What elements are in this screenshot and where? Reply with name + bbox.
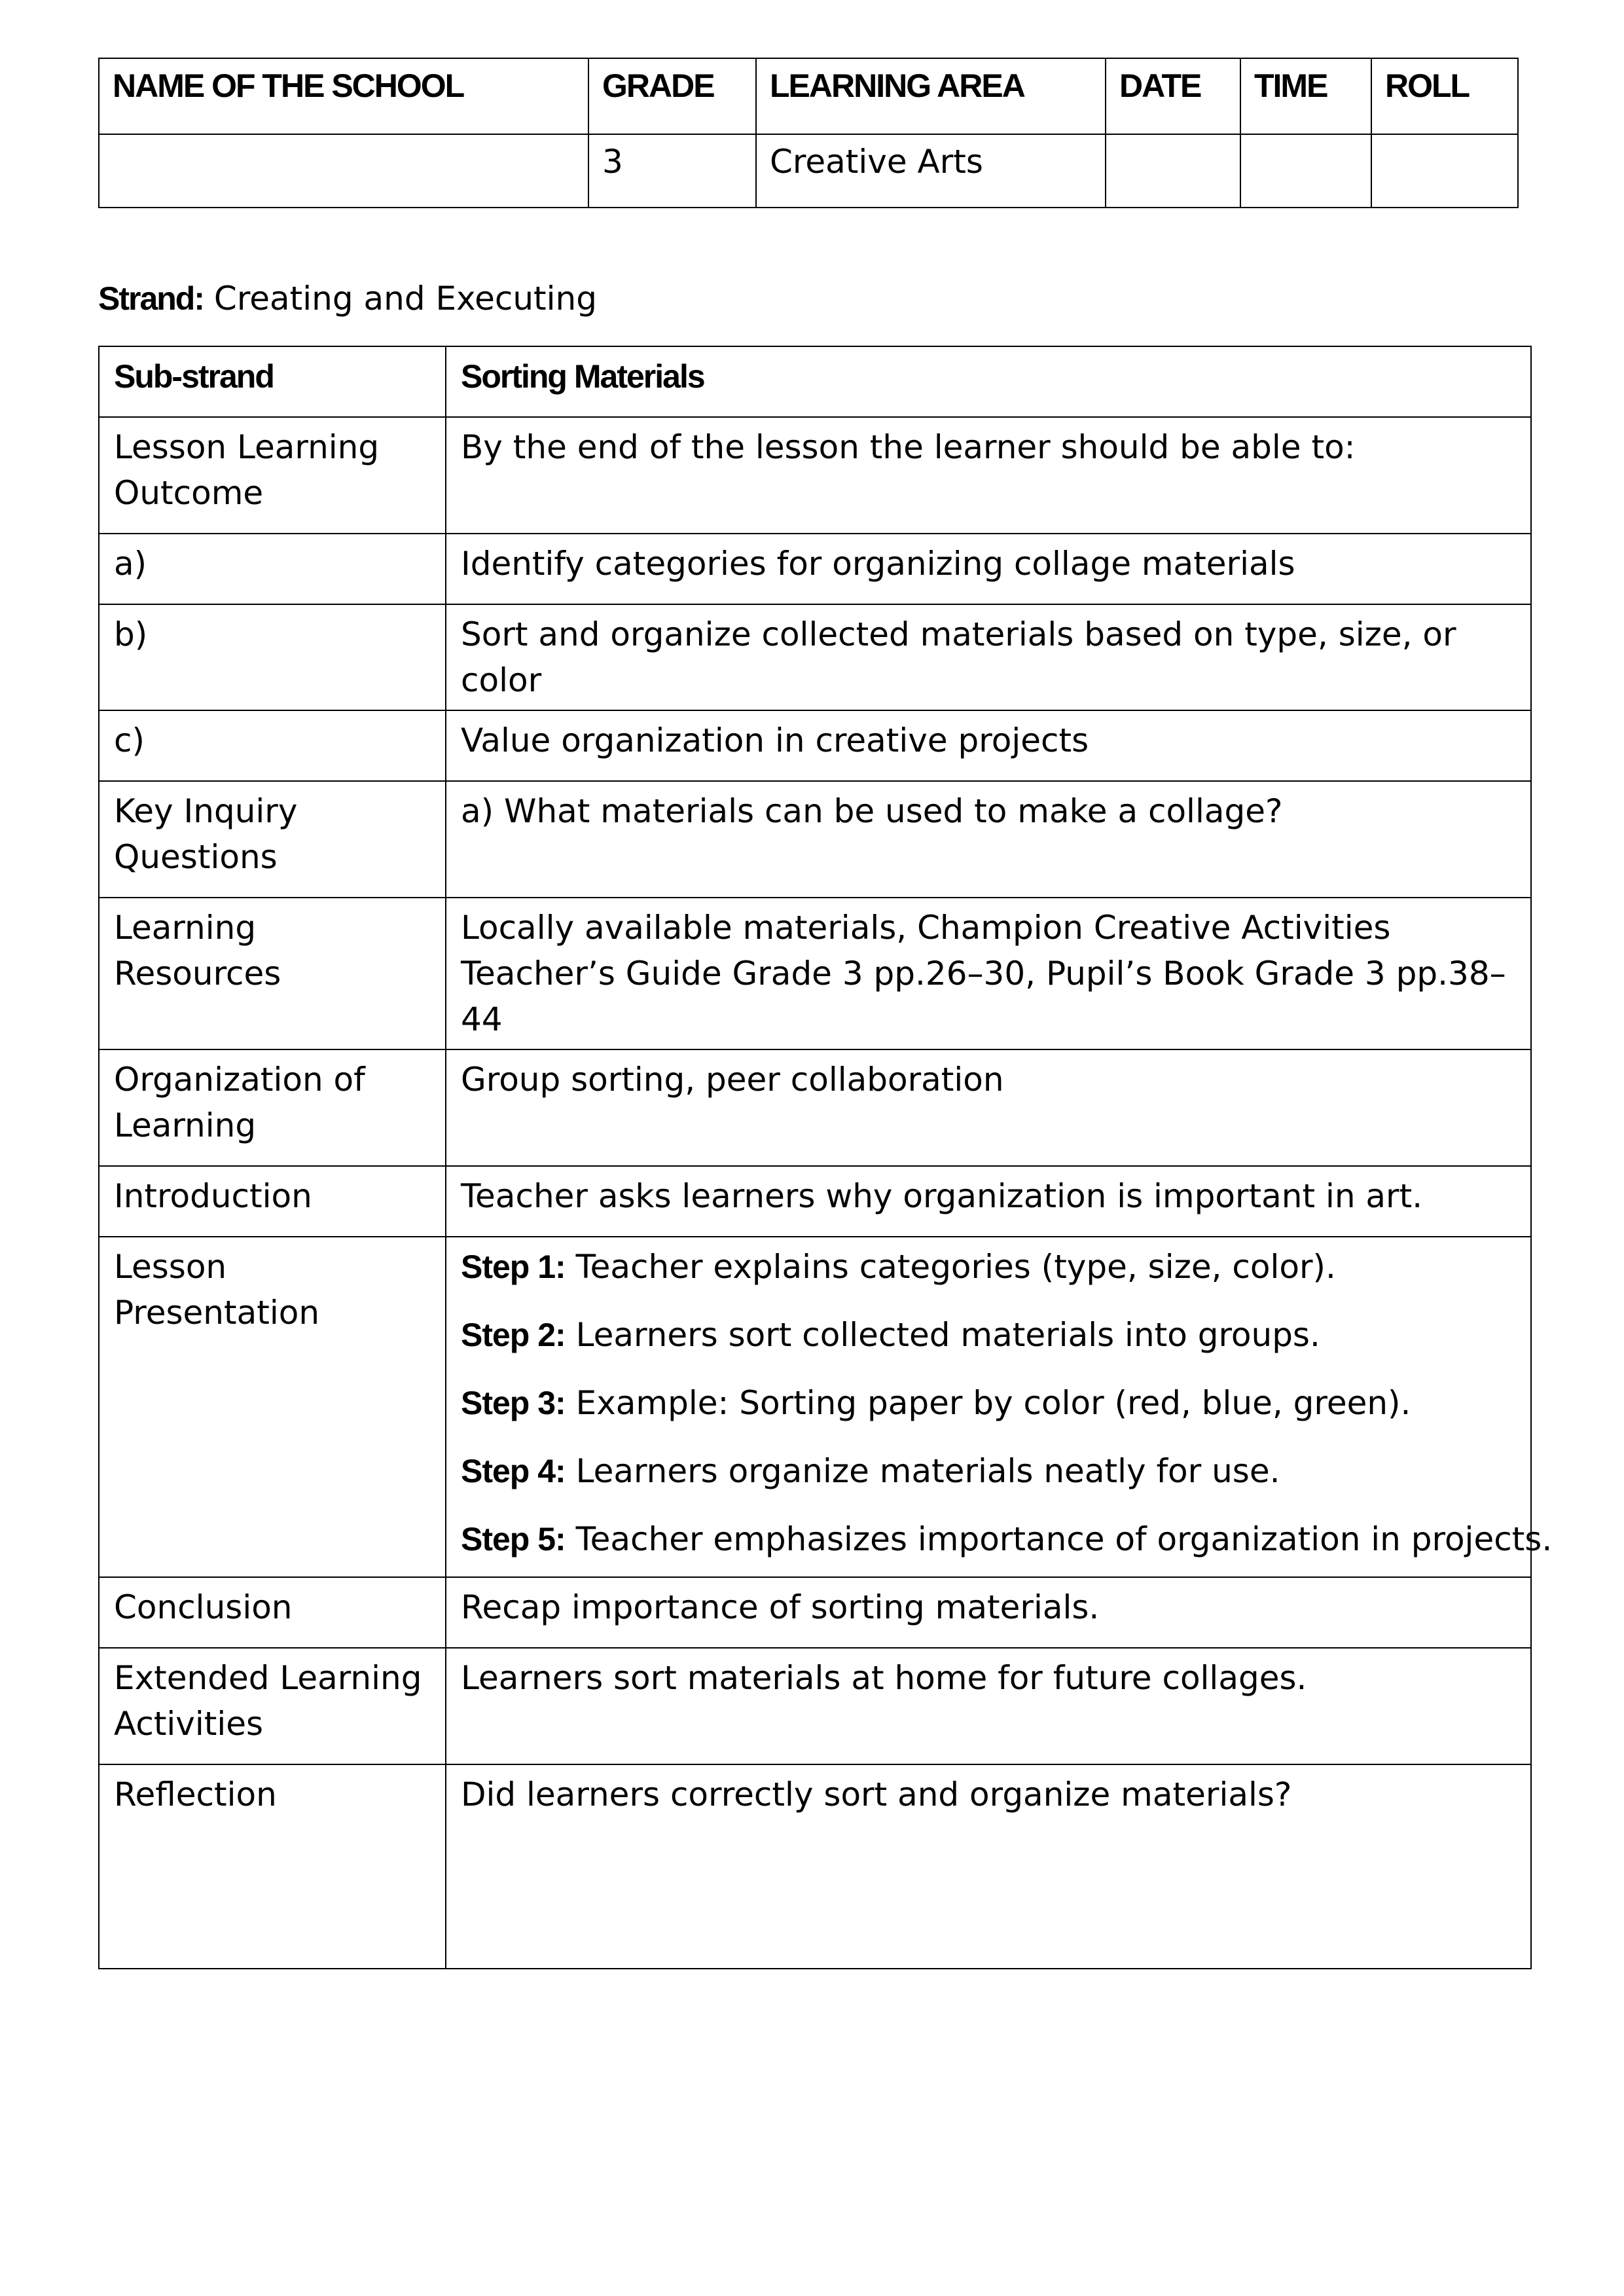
inquiry-value: a) What materials can be used to make a collage?	[446, 781, 1531, 898]
reflection-label: Reflection	[99, 1764, 446, 1969]
grade-header: GRADE	[588, 58, 756, 134]
introduction-value: Teacher asks learners why organization is important in art.	[446, 1166, 1531, 1237]
learning-area-value: Creative Arts	[756, 134, 1106, 208]
step-4	[461, 1448, 1516, 1494]
lesson-plan-table	[98, 346, 1553, 1969]
step-1	[461, 1244, 1516, 1290]
outcome-c-text: Value organization in creative projects	[446, 710, 1531, 781]
inquiry-row	[99, 781, 1531, 898]
substrand-row	[99, 346, 1531, 417]
outcome-b-text: Sort and organize collected materials based on type, size, or color	[446, 604, 1531, 710]
roll-header: ROLL	[1371, 58, 1518, 134]
step-2-text: Learners sort collected materials into groups.	[565, 1316, 1320, 1354]
outcome-c-key: c)	[99, 710, 446, 781]
step-3-text: Example: Sorting paper by color (red, blue, green).	[565, 1384, 1411, 1422]
time-value[interactable]	[1240, 134, 1371, 208]
outcome-a-text: Identify categories for organizing collage materials	[446, 534, 1531, 604]
step-2	[461, 1312, 1516, 1358]
presentation-row	[99, 1237, 1531, 1577]
step-5	[461, 1516, 1553, 1562]
outcome-b-row	[99, 604, 1531, 710]
presentation-steps	[446, 1237, 1553, 1577]
inquiry-label: Key Inquiry Questions	[99, 781, 446, 898]
conclusion-label: Conclusion	[99, 1577, 446, 1648]
outcome-intro: By the end of the lesson the learner should be able to:	[446, 417, 1531, 534]
strand-line	[98, 278, 597, 319]
extended-row	[99, 1648, 1531, 1764]
reflection-value: Did learners correctly sort and organize materials?	[446, 1764, 1531, 1969]
step-2-label: Step 2:	[461, 1317, 566, 1353]
substrand-label: Sub-strand	[99, 346, 446, 417]
outcome-a-row	[99, 534, 1531, 604]
values-row	[99, 134, 1518, 208]
introduction-row	[99, 1166, 1531, 1237]
organization-row	[99, 1049, 1531, 1166]
extended-value: Learners sort materials at home for future collages.	[446, 1648, 1531, 1764]
time-header: TIME	[1240, 58, 1371, 134]
step-3-label: Step 3:	[461, 1385, 566, 1421]
roll-value[interactable]	[1371, 134, 1518, 208]
outcome-label: Lesson Learning Outcome	[99, 417, 446, 534]
step-1-text: Teacher explains categories (type, size, color).	[565, 1248, 1336, 1286]
learning-area-header: LEARNING AREA	[756, 58, 1106, 134]
reflection-row	[99, 1764, 1531, 1969]
introduction-label: Introduction	[99, 1166, 446, 1237]
resources-value: Locally available materials, Champion Creative Activities Teacher’s Guide Grade 3 pp.26–30, Pupil’s Book Grade 3 pp.38–44	[446, 898, 1531, 1049]
outcome-a-key: a)	[99, 534, 446, 604]
step-4-label: Step 4:	[461, 1453, 566, 1489]
step-5-text: Teacher emphasizes importance of organization in projects.	[565, 1520, 1553, 1558]
school-info-table	[98, 58, 1519, 208]
resources-label: Learning Resources	[99, 898, 446, 1049]
step-1-label: Step 1:	[461, 1248, 566, 1285]
outcome-b-key: b)	[99, 604, 446, 710]
school-name-value[interactable]	[99, 134, 588, 208]
organization-value: Group sorting, peer collaboration	[446, 1049, 1531, 1166]
strand-label: Strand:	[98, 280, 204, 317]
step-5-label: Step 5:	[461, 1521, 566, 1558]
date-header: DATE	[1106, 58, 1240, 134]
resources-row	[99, 898, 1531, 1049]
conclusion-row	[99, 1577, 1531, 1648]
outcome-row	[99, 417, 1531, 534]
school-name-header: NAME OF THE SCHOOL	[99, 58, 588, 134]
step-4-text: Learners organize materials neatly for use.	[565, 1452, 1280, 1490]
extended-label: Extended Learning Activities	[99, 1648, 446, 1764]
conclusion-value: Recap importance of sorting materials.	[446, 1577, 1531, 1648]
presentation-label: Lesson Presentation	[99, 1237, 446, 1577]
step-3	[461, 1380, 1516, 1426]
organization-label: Organization of Learning	[99, 1049, 446, 1166]
outcome-c-row	[99, 710, 1531, 781]
header-row	[99, 58, 1518, 134]
strand-value: Creating and Executing	[213, 280, 597, 318]
substrand-value: Sorting Materials	[446, 346, 1531, 417]
grade-value: 3	[588, 134, 756, 208]
date-value[interactable]	[1106, 134, 1240, 208]
